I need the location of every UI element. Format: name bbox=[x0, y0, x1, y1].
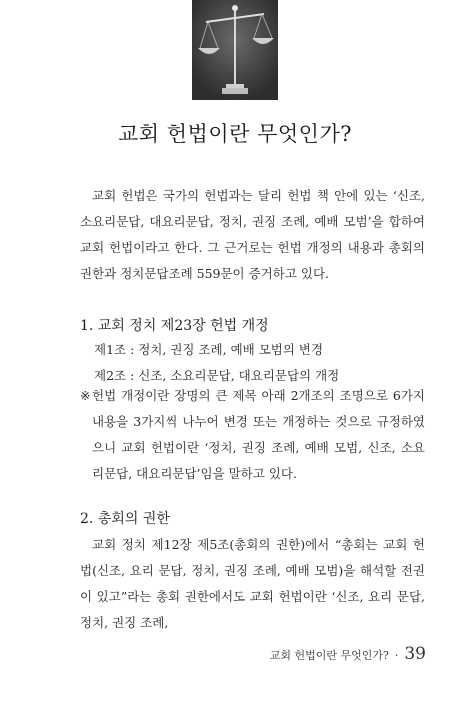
page-number: 39 bbox=[404, 644, 426, 664]
note-mark: ※ bbox=[80, 388, 91, 403]
footer-separator: · bbox=[394, 649, 399, 662]
note-text: 헌법 개정이란 장명의 큰 제목 아래 2개조의 조명으로 6가지 내용을 3가지씩 나누어 변경 또는 개정하는 것으로 규정하였으니 교회 헌법이란 ‘정치, 권징 조례, 예배 모범, 신조, 소요리문답, 대요리문답’임을 말하고 있다. bbox=[92, 388, 425, 481]
scales-of-justice-icon bbox=[192, 0, 278, 100]
intro-paragraph: 교회 헌법은 국가의 헌법과는 달리 헌법 책 안에 있는 ‘신조, 소요리문답, 대요리문답, 정치, 권징 조례, 예배 모범’을 합하여 교회 헌법이라고 한다. 그 근거로는 헌법 개정의 내용과 총회의 권한과 정치문답조례 559문이 증거하고 있다. bbox=[80, 188, 425, 281]
page-footer bbox=[270, 644, 426, 664]
running-title: 교회 헌법이란 무엇인가? bbox=[269, 649, 389, 662]
section1-items bbox=[80, 337, 425, 389]
header-image bbox=[192, 0, 278, 100]
section2-heading: 2. 총회의 권한 bbox=[80, 511, 170, 527]
section2-paragraph: 교회 정치 제12장 제5조(총회의 권한)에서 “총회는 교회 헌법(신조, 요리 문답, 정치, 권징 조례, 예배 모범)을 해석할 전권이 있고”라는 총회 권한에서도 교회 헌법이란 ‘신조, 요리 문답, 정치, 권징 조례, bbox=[80, 537, 425, 630]
page-title: 교회 헌법이란 무엇인가? bbox=[118, 122, 352, 146]
section1-heading: 1. 교회 정치 제23장 헌법 개정 bbox=[80, 318, 269, 334]
section1-note bbox=[80, 383, 425, 487]
list-item: 제1조 : 정치, 권징 조례, 예배 모범의 변경 bbox=[94, 342, 324, 357]
list-item: 제2조 : 신조, 소요리문답, 대요리문답의 개정 bbox=[94, 368, 340, 383]
